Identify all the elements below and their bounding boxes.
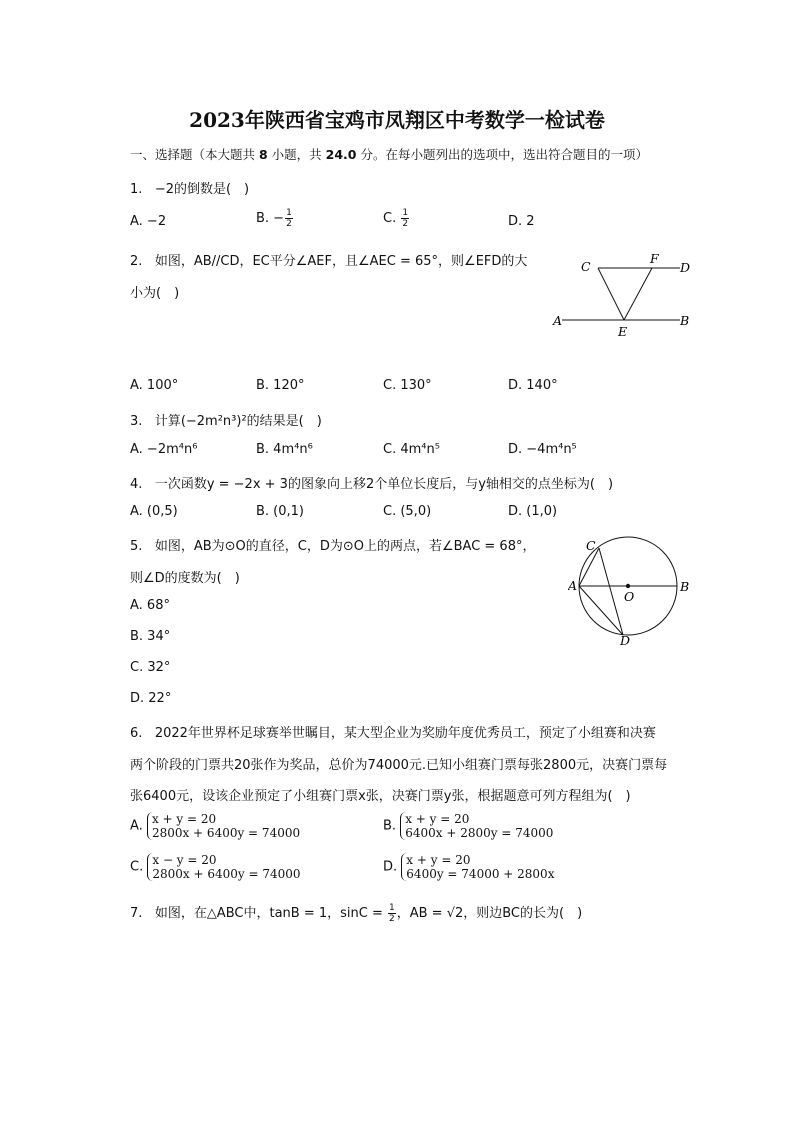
question-3: 3. 计算(−2m²n³)²的结果是( ) (130, 414, 322, 429)
label-C: C (581, 259, 591, 274)
q1-option-b: B. − $\frac{1}{2}$ (256, 208, 292, 229)
question-2-line2: 小为( ) (130, 286, 180, 301)
question-1: 1. −2的倒数是( ) (130, 182, 250, 197)
q5-option-b: B. 34° (130, 629, 171, 644)
q3-option-a: A. −2m⁴n⁶ (130, 442, 198, 457)
q2-option-a: A. 100° (130, 378, 179, 393)
q5-option-c: C. 32° (130, 660, 171, 675)
q2-figure (550, 250, 700, 342)
label-E: E (618, 324, 628, 339)
section-heading: 一、选择题（本大题共 8 小题，共 24.0 分。在每小题列出的选项中，选出符合题目的一项） (130, 147, 648, 162)
label-C: C (586, 538, 596, 553)
label-A: A (553, 313, 563, 328)
question-6-line1: 6. 2022年世界杯足球赛举世瞩目，某大型企业为奖励年度优秀员工，预定了小组赛和决赛 (130, 726, 656, 741)
q1-option-a: A. −2 (130, 214, 167, 229)
q6-option-d: D. x + y = 20 6400y = 74000 + 2800x (383, 853, 555, 881)
q2-option-b: B. 120° (256, 378, 305, 393)
question-2-line1: 2. 如图，AB//CD，EC平分∠AEF，且∠AEC = 65°，则∠EFD的大 (130, 254, 528, 269)
q3-option-d: D. −4m⁴n⁵ (508, 442, 577, 457)
q6-option-c: C. x − y = 20 2800x + 6400y = 74000 (130, 853, 301, 881)
label-O: O (624, 589, 635, 604)
question-5-line1: 5. 如图，AB为⊙O的直径，C，D为⊙O上的两点，若∠BAC = 68°， (130, 539, 536, 554)
question-7: 7. 如图，在△ABC中，tanB = 1，sinC = $\frac{1}{2}$ ，AB = √2，则边BC的长为( ) (130, 903, 583, 924)
q4-option-b: B. (0,1) (256, 504, 305, 519)
q2-option-c: C. 130° (383, 378, 432, 393)
question-6-line3: 张6400元，设该企业预定了小组赛门票x张，决赛门票y张，根据题意可列方程组为( ) (130, 789, 631, 804)
q1-option-c: C. $\frac{1}{2}$ (383, 208, 409, 229)
label-B: B (680, 579, 690, 594)
label-D: D (680, 260, 691, 275)
question-4: 4. 一次函数y = −2x + 3的图象向上移2个单位长度后，与y轴相交的点坐标为( ) (130, 477, 614, 492)
question-6-line2: 两个阶段的门票共20张作为奖品，总价为74000元.已知小组赛门票每张2800元，决赛门票每 (130, 758, 668, 773)
q3-option-b: B. 4m⁴n⁶ (256, 442, 313, 457)
page-title: 2023年陕西省宝鸡市凤翔区中考数学一检试卷 (189, 108, 605, 132)
q4-option-a: A. (0,5) (130, 504, 178, 519)
q1-option-d: D. 2 (508, 214, 535, 229)
q6-option-a: A. x + y = 20 2800x + 6400y = 74000 (130, 812, 301, 840)
label-F: F (650, 251, 659, 266)
label-B: B (680, 313, 690, 328)
label-A: A (568, 578, 578, 593)
q4-option-d: D. (1,0) (508, 504, 558, 519)
q2-option-d: D. 140° (508, 378, 558, 393)
question-5-line2: 则∠D的度数为( ) (130, 571, 240, 586)
label-D: D (620, 633, 631, 648)
q5-option-a: A. 68° (130, 598, 170, 613)
q6-option-b: B. x + y = 20 6400x + 2800y = 74000 (383, 812, 554, 840)
q4-option-c: C. (5,0) (383, 504, 432, 519)
q5-figure (568, 535, 696, 650)
q5-option-d: D. 22° (130, 691, 172, 706)
q3-option-c: C. 4m⁴n⁵ (383, 442, 440, 457)
